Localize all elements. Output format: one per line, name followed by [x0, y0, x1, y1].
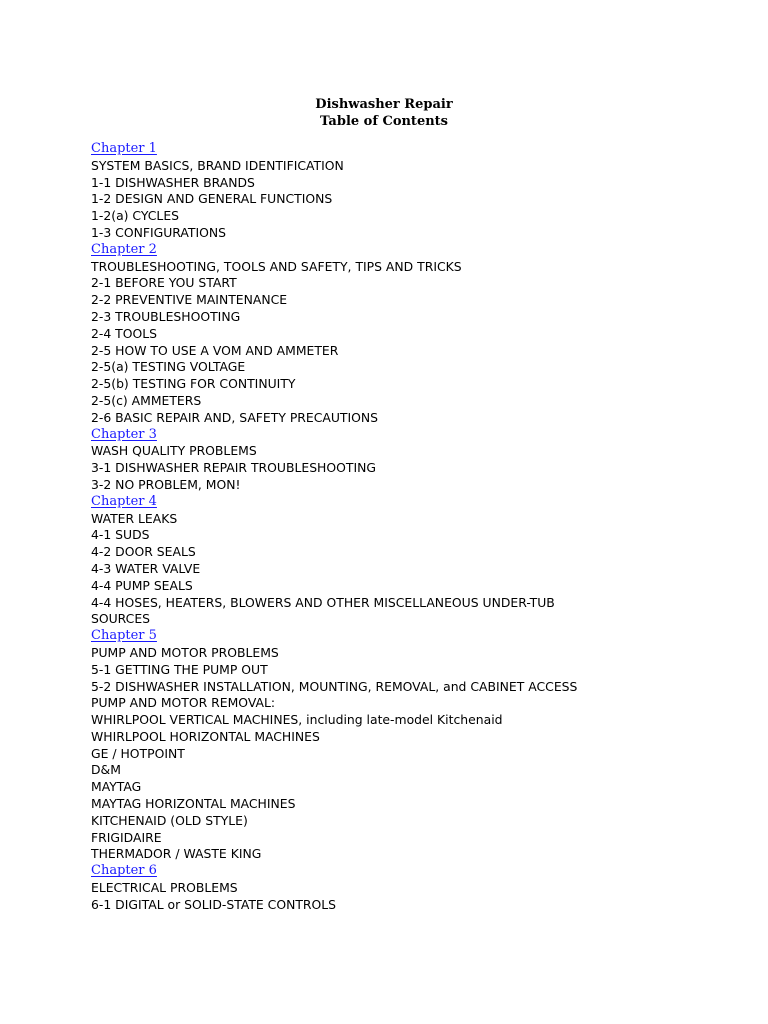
chapter-link[interactable]: Chapter 5 — [91, 628, 157, 644]
toc-entry: 4-2 DOOR SEALS — [91, 544, 196, 560]
toc-entry: 2-3 TROUBLESHOOTING — [91, 308, 241, 324]
toc-entry: 3-1 DISHWASHER REPAIR TROUBLESHOOTING — [91, 460, 376, 476]
toc-entry: SOURCES — [91, 611, 151, 627]
toc-entry: WASH QUALITY PROBLEMS — [91, 443, 257, 459]
toc-entry: 6-1 DIGITAL or SOLID-STATE CONTROLS — [91, 896, 337, 912]
toc-chapter-item — [91, 863, 751, 880]
toc-entry: PUMP AND MOTOR REMOVAL: — [91, 695, 276, 711]
toc-entry: SYSTEM BASICS, BRAND IDENTIFICATION — [91, 157, 344, 173]
toc-entry: WHIRLPOOL VERTICAL MACHINES, including late-model Kitchenaid — [91, 712, 503, 728]
document-heading — [0, 96, 768, 130]
toc-entry: 5-2 DISHWASHER INSTALLATION, MOUNTING, REMOVAL, and CABINET ACCESS — [91, 678, 578, 694]
toc-entry: 2-5(b) TESTING FOR CONTINUITY — [91, 376, 296, 392]
toc-entry: 1-3 CONFIGURATIONS — [91, 224, 227, 240]
toc-entry: 4-4 PUMP SEALS — [91, 577, 193, 593]
toc-entry: 4-4 HOSES, HEATERS, BLOWERS AND OTHER MISCELLANEOUS UNDER-TUB — [91, 594, 555, 610]
toc-entry: GE / HOTPOINT — [91, 745, 185, 761]
toc-entry: MAYTAG — [91, 779, 142, 795]
toc-chapter-item — [91, 628, 751, 645]
toc-entry: FRIGIDAIRE — [91, 829, 162, 845]
toc-entry: 5-1 GETTING THE PUMP OUT — [91, 661, 268, 677]
toc-entry: TROUBLESHOOTING, TOOLS AND SAFETY, TIPS AND TRICKS — [91, 258, 462, 274]
chapter-link[interactable]: Chapter 6 — [91, 863, 157, 879]
toc-entry: 2-5 HOW TO USE A VOM AND AMMETER — [91, 342, 339, 358]
chapter-link[interactable]: Chapter 3 — [91, 426, 157, 442]
toc-entry: 4-3 WATER VALVE — [91, 560, 201, 576]
toc-chapter-item — [91, 242, 751, 259]
toc-entry: 1-2 DESIGN AND GENERAL FUNCTIONS — [91, 191, 333, 207]
toc-entry: KITCHENAID (OLD STYLE) — [91, 812, 248, 828]
toc-entry: MAYTAG HORIZONTAL MACHINES — [91, 796, 296, 812]
toc-entry: 1-2(a) CYCLES — [91, 208, 180, 224]
toc-entry: PUMP AND MOTOR PROBLEMS — [91, 644, 279, 660]
chapter-link[interactable]: Chapter 2 — [91, 241, 157, 257]
toc-entry: 2-6 BASIC REPAIR AND, SAFETY PRECAUTIONS — [91, 409, 379, 425]
toc-entry: D&M — [91, 762, 121, 778]
toc-entry: 3-2 NO PROBLEM, MON! — [91, 476, 241, 492]
document-title: Dishwasher Repair — [315, 97, 453, 112]
chapter-link[interactable]: Chapter 4 — [91, 493, 157, 509]
chapter-link[interactable]: Chapter 1 — [91, 141, 157, 156]
toc-entry: THERMADOR / WASTE KING — [91, 846, 262, 862]
toc-chapter-item — [91, 427, 751, 444]
toc-entry: 4-1 SUDS — [91, 527, 150, 543]
toc-entry: WATER LEAKS — [91, 510, 178, 526]
toc-chapter-item — [91, 141, 751, 158]
toc-entry: 2-5(a) TESTING VOLTAGE — [91, 359, 246, 375]
toc-entry: 2-2 PREVENTIVE MAINTENANCE — [91, 292, 288, 308]
toc-entry: 2-1 BEFORE YOU START — [91, 275, 237, 291]
toc-entry: 1-1 DISHWASHER BRANDS — [91, 174, 255, 190]
table-of-contents — [91, 141, 751, 914]
toc-entry: WHIRLPOOL HORIZONTAL MACHINES — [91, 728, 320, 744]
document-subtitle: Table of Contents — [320, 114, 448, 129]
toc-entry: 2-5(c) AMMETERS — [91, 392, 202, 408]
toc-entry: ELECTRICAL PROBLEMS — [91, 880, 238, 896]
toc-chapter-item — [91, 494, 751, 511]
toc-entry: 2-4 TOOLS — [91, 325, 158, 341]
